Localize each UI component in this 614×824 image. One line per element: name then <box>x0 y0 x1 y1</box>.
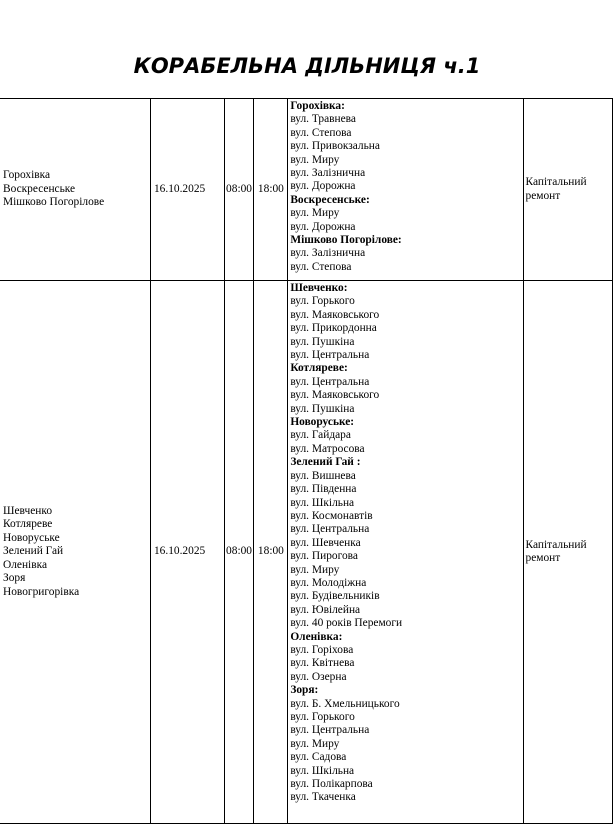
street-name: вул. Центральна <box>290 523 370 536</box>
street-name: вул. Миру <box>290 563 340 576</box>
street-name: вул. Полікарпова <box>290 778 373 791</box>
street-name: вул. Горького <box>290 711 355 723</box>
street-name: вул. Залізнична <box>290 167 366 180</box>
village-heading: Новоруське: <box>290 416 355 429</box>
street-name: вул. Степова <box>290 260 352 273</box>
street-name: вул. Гайдара <box>290 429 351 442</box>
village-heading: Мішково Погорілове: <box>290 234 402 247</box>
date-cell: 16.10.2025 <box>150 99 224 281</box>
village-heading: Оленівка: <box>290 630 343 643</box>
outage-table <box>0 98 613 824</box>
village-heading: Шевченко: <box>290 282 348 294</box>
street-name: вул. Пушкіна <box>290 335 355 348</box>
street-name: вул. Ткаченка <box>290 791 356 804</box>
street-name: вул. Матросова <box>290 442 365 455</box>
village-heading: Горохівка: <box>290 100 345 112</box>
street-name: вул. Залізнична <box>290 247 366 260</box>
street-name: вул. Пирогова <box>290 550 358 563</box>
street-name: вул. Прикордонна <box>290 322 377 335</box>
streets-cell <box>288 281 523 824</box>
village-heading: Воскресенське: <box>290 193 370 206</box>
time-from-cell: 08:00 <box>224 99 254 281</box>
street-name: вул. Миру <box>290 737 340 750</box>
settlement-name: Новогригорівка <box>3 585 80 598</box>
page-title: КОРАБЕЛЬНА ДІЛЬНИЦЯ ч.1 <box>133 54 481 78</box>
street-name: вул. Маяковського <box>290 389 380 402</box>
street-name: вул. Горіхова <box>290 643 354 656</box>
street-name: вул. Горького <box>290 295 355 308</box>
date-cell: 16.10.2025 <box>150 281 224 824</box>
settlement-name: Зелений Гай <box>3 545 64 558</box>
street-name: вул. Південна <box>290 483 357 496</box>
street-name: вул. Дорожна <box>290 220 356 233</box>
reason-cell: Капітальний ремонт <box>523 281 612 824</box>
street-name: вул. Центральна <box>290 724 370 737</box>
settlement-name: Шевченко <box>3 505 53 518</box>
street-name: вул. Космонавтів <box>290 509 373 522</box>
time-to-cell: 18:00 <box>254 281 288 824</box>
street-name: вул. Садова <box>290 751 347 764</box>
village-heading: Зелений Гай : <box>290 456 361 469</box>
settlement-name: Оленівка <box>3 558 48 571</box>
street-name: вул. Ювілейна <box>290 603 361 616</box>
street-name: вул. Травнева <box>290 113 356 126</box>
settlements-cell <box>0 281 150 824</box>
outage-table-body <box>0 99 613 824</box>
street-name: вул. Миру <box>290 207 340 220</box>
settlement-name: Воскресенське <box>3 182 76 195</box>
street-name: вул. Центральна <box>290 349 370 362</box>
settlement-name: Котляреве <box>3 518 53 531</box>
street-name: вул. Шевченка <box>290 536 361 549</box>
street-name: вул. Пушкіна <box>290 402 355 415</box>
street-name: вул. Дорожна <box>290 180 356 193</box>
street-name: вул. Шкільна <box>290 764 355 777</box>
street-name: вул. Маяковського <box>290 308 380 321</box>
village-heading: Котляреве: <box>290 362 348 375</box>
street-name: вул. Будівельників <box>290 590 380 603</box>
street-name: вул. 40 років Перемоги <box>290 617 403 630</box>
street-name: вул. Центральна <box>290 375 370 388</box>
street-name: вул. Миру <box>290 153 340 166</box>
settlement-name: Новоруське <box>3 531 60 544</box>
village-heading: Зоря: <box>290 684 319 697</box>
table-row <box>0 99 613 281</box>
reason-cell: Капітальний ремонт <box>523 99 612 281</box>
settlement-name: Мішково Погорілове <box>3 196 105 209</box>
street-name: вул. Степова <box>290 126 352 139</box>
street-name: вул. Шкільна <box>290 496 355 509</box>
settlements-cell <box>0 99 150 281</box>
street-name: вул. Квітнева <box>290 657 355 670</box>
street-name: вул. Б. Хмельницького <box>290 697 400 710</box>
table-row <box>0 281 613 824</box>
settlement-name: Зоря <box>3 572 26 585</box>
time-to-cell: 18:00 <box>254 99 288 281</box>
street-name: вул. Молодіжна <box>290 576 367 589</box>
settlement-name: Горохівка <box>3 169 51 182</box>
street-name: вул. Привокзальна <box>290 140 380 153</box>
street-name: вул. Вишнева <box>290 469 356 482</box>
streets-cell <box>288 99 523 281</box>
time-from-cell: 08:00 <box>224 281 254 824</box>
street-name: вул. Озерна <box>290 670 347 683</box>
